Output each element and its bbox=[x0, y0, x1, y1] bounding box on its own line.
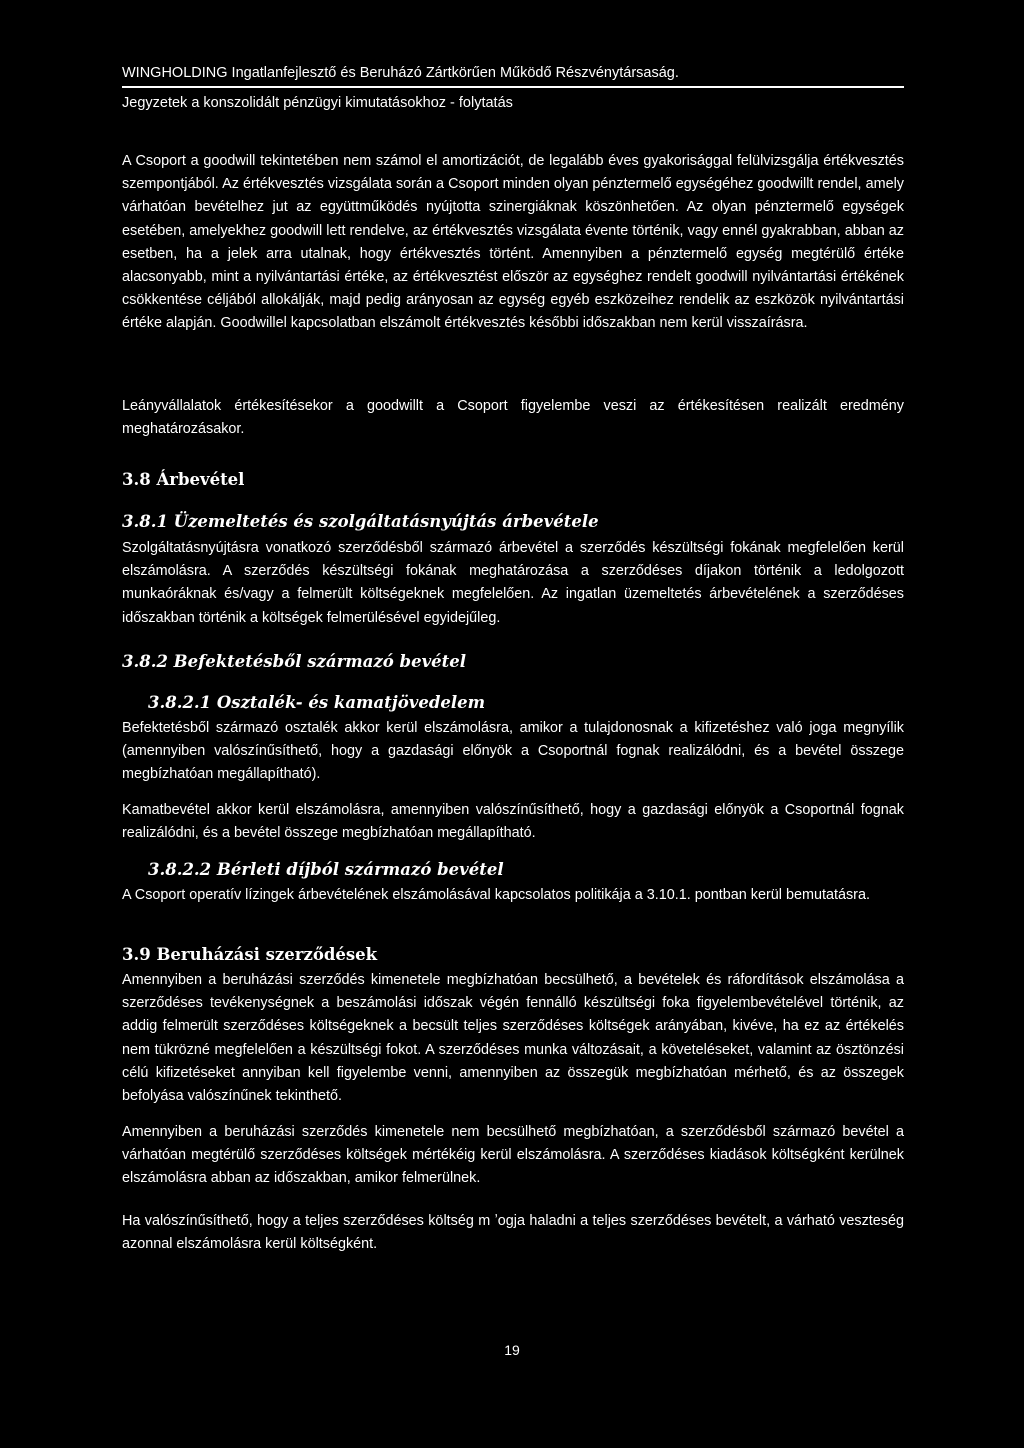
paragraph-text: Szolgáltatásnyújtásra vonatkozó szerződésből származó árbevétel a szerződés készültségi fokának megfelelően kerül elszámolásra. A szerződés készültségi fokának meghatározása a szerződéses díjakon történik a ledolgozott munkaóráknak és/vagy a felmerült költségeknek megfelelően. Az ingatlan üzemeltetés árbevételének a szerződéses időszakban történik a költségek felmerülésével egyidejűleg. bbox=[122, 540, 904, 626]
goodwill-paragraph-2 bbox=[122, 395, 904, 441]
paragraph-3-9-b bbox=[122, 1121, 904, 1191]
paragraph-text: Amennyiben a beruházási szerződés kimenetele megbízhatóan becsülhető, a bevételek és ráfordítások elszámolása a szerződéses tevékenységnek a beszámolási időszak végén fennálló készültségi foka figyelembevételével történik, az addig felmerült szerződéses költségeknek a becsült teljes szerződéses költségek arányában, kivéve, ha ez az értékelés nem tükrözné megfelelően a készültségi fokot. A szerződéses munka változásait, a követeléseket, valamint az ösztönzési célú kifizetéseket annyiban kell figyelembe venni, amennyiben az összegük megbízhatóan mérhető, és az összegek befolyása valószínűnek tekinthető. bbox=[122, 972, 904, 1105]
paragraph-text: Kamatbevétel akkor kerül elszámolásra, amennyiben valószínűsíthető, hogy a gazdasági előnyök a Csoportnál fognak realizálódni, és a bevétel összege megbízhatóan megállapítható. bbox=[122, 802, 904, 842]
paragraph-text: A Csoport a goodwill tekintetében nem számol el amortizációt, de legalább éves gyakorisággal felülvizsgálja értékvesztés szempontjából. Az értékvesztés vizsgálata során a Csoport minden olyan pénztermelő egységéhez goodwillt rendel, amely várhatóan bevételhez jut az együttműködés nyújtotta szinergiáknak köszönhetően. Az olyan pénztermelő egységek esetében, amelyekhez goodwill lett rendelve, az értékvesztés vizsgálata évente történik, vagy ennél gyakrabban, abban az esetben, ha a jelek arra utalnak, hogy értékvesztés történt. Amennyiben a pénztermelő egység megtérülő értéke alacsonyabb, mint a nyilvántartási értéke, az értékvesztést először az egységhez rendelt goodwill nyilvántartási értékének csökkentése céljából allokálják, majd pedig arányosan az egység egyéb eszközeihez rendelik az eszközök nyilvántartási értéke alapján. Goodwillel kapcsolatban elszámolt értékvesztés későbbi időszakban nem kerül visszaírásra. bbox=[122, 153, 904, 332]
paragraph-3-8-2-2 bbox=[122, 884, 904, 907]
page-number: 19 bbox=[504, 1342, 520, 1358]
goodwill-paragraph-1 bbox=[122, 150, 904, 336]
header-rule bbox=[122, 86, 904, 88]
section-heading-3-9: 3.9 Beruházási szerződések bbox=[122, 945, 378, 964]
paragraph-3-8-2-1-a bbox=[122, 717, 904, 787]
paragraph-3-9-a bbox=[122, 969, 904, 1108]
paragraph-3-8-1 bbox=[122, 537, 904, 630]
subsection-heading-3-8-2-1: 3.8.2.1 Osztalék- és kamatjövedelem bbox=[148, 693, 486, 712]
company-name: WINGHOLDING Ingatlanfejlesztő és Beruházó Zártkörűen Működő Részvénytársaság. bbox=[122, 65, 679, 81]
subsection-heading-3-8-2-2: 3.8.2.2 Bérleti díjból származó bevétel bbox=[148, 860, 504, 879]
paragraph-text: A Csoport operatív lízingek árbevételének elszámolásával kapcsolatos politikája a 3.10.1. pontban kerül bemutatásra. bbox=[122, 887, 870, 903]
paragraph-text: Leányvállalatok értékesítésekor a goodwillt a Csoport figyelembe veszi az értékesítésen realizált eredmény meghatározásakor. bbox=[122, 398, 904, 438]
section-heading-3-8: 3.8 Árbevétel bbox=[122, 470, 245, 489]
paragraph-3-8-2-1-b bbox=[122, 799, 904, 845]
subsection-heading-3-8-2: 3.8.2 Befektetésből származó bevétel bbox=[122, 652, 467, 671]
subsection-heading-3-8-1: 3.8.1 Üzemeltetés és szolgáltatásnyújtás árbevétele bbox=[122, 512, 599, 531]
header-subtitle: Jegyzetek a konszolidált pénzügyi kimutatásokhoz - folytatás bbox=[122, 95, 513, 111]
paragraph-text: Amennyiben a beruházási szerződés kimenetele nem becsülhető megbízhatóan, a szerződésből származó bevétel a várhatóan megtérülő szerződéses költségek mértékéig kerül elszámolásra. A szerződéses kiadások költségként kerülnek elszámolásra abban az időszakban, amikor felmerülnek. bbox=[122, 1124, 904, 1187]
page-header bbox=[122, 64, 904, 112]
paragraph-3-9-c bbox=[122, 1210, 904, 1256]
paragraph-text: Ha valószínűsíthető, hogy a teljes szerződéses költség m ʼogja haladni a teljes szerződéses bevételt, a várható veszteség azonnal elszámolásra kerül költségként. bbox=[122, 1213, 904, 1253]
paragraph-text: Befektetésből származó osztalék akkor kerül elszámolásra, amikor a tulajdonosnak a kifizetéshez való joga megnyílik (amennyiben valószínűsíthető, hogy a gazdasági előnyök a Csoportnál fognak realizálódni, és a bevétel összege megbízhatóan megállapítható). bbox=[122, 720, 904, 783]
